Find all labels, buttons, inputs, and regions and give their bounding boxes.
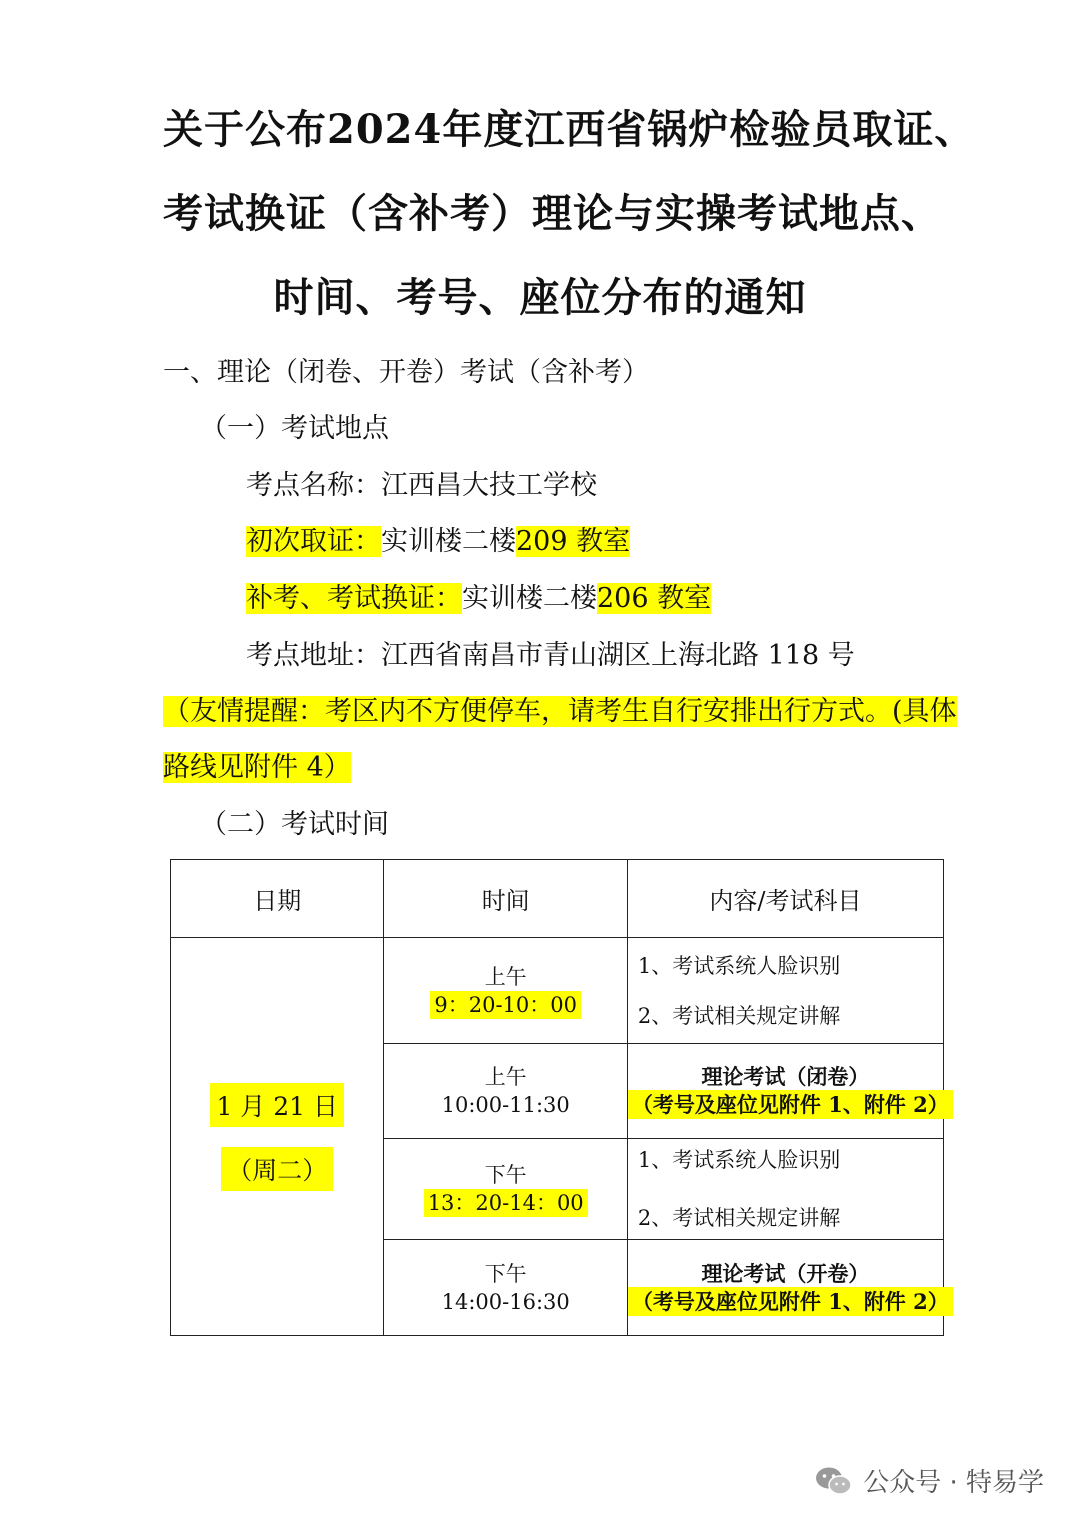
title-line-3: 时间、考号、座位分布的通知: [273, 274, 807, 321]
content-cell: [627, 1240, 949, 1336]
header-content: 内容/考试科目: [627, 860, 943, 938]
list-item: 1、考试系统人脸识别: [637, 1148, 841, 1172]
list-item: 2、考试相关规定讲解: [637, 1003, 841, 1028]
date-cell: [171, 938, 384, 1336]
header-date: 日期: [171, 860, 384, 938]
title-line-1: 关于公布2024年度江西省锅炉检验员取证、: [163, 106, 976, 153]
period-label: 上午: [484, 964, 527, 989]
period-label: 上午: [484, 1065, 527, 1089]
subsection-heading-time: （二）考试时间: [200, 809, 389, 840]
exam-schedule-table: [170, 859, 949, 1336]
period-label: 下午: [484, 1163, 527, 1187]
exam-note: （考号及座位见附件 1、附件 2）: [628, 1090, 953, 1119]
period-label: 下午: [484, 1261, 527, 1286]
exam-weekday: （周二）: [221, 1147, 333, 1191]
exam-name: 理论考试（开卷）: [701, 1260, 870, 1286]
content-cell: [627, 1044, 949, 1139]
exam-date: 1 月 21 日: [210, 1083, 344, 1127]
list-item: 2、考试相关规定讲解: [637, 1206, 841, 1230]
time-range: 10:00-11:30: [441, 1093, 570, 1117]
table-row: [171, 938, 944, 1044]
first-cert-label: 初次取证：: [246, 526, 381, 557]
parking-reminder-text-1: （友情提醒：考区内不方便停车，请考生自行安排出行方式。(具体: [163, 696, 957, 727]
subsection-heading-location: （一）考试地点: [200, 413, 389, 444]
watermark: [815, 1462, 1044, 1499]
content-cell: [627, 1139, 943, 1240]
retake-room: [246, 579, 711, 619]
first-cert-room: [246, 522, 630, 562]
first-cert-room-number: 209 教室: [516, 526, 631, 557]
first-cert-text: 实训楼二楼: [381, 526, 516, 557]
time-range: 14:00-16:30: [441, 1289, 570, 1314]
header-time: 时间: [384, 860, 627, 938]
content-cell: [627, 938, 943, 1044]
retake-label: 补考、考试换证：: [246, 583, 462, 614]
exam-note: （考号及座位见附件 1、附件 2）: [628, 1287, 953, 1316]
watermark-text: 公众号 · 特易学: [863, 1468, 1044, 1498]
time-cell: [384, 938, 627, 1044]
wechat-icon: [815, 1466, 853, 1496]
parking-reminder-line-2: [163, 748, 351, 788]
exam-name: 理论考试（闭卷）: [701, 1064, 870, 1089]
time-range: 9：20-10：00: [430, 991, 581, 1019]
parking-reminder-line-1: [163, 692, 957, 732]
time-cell: [384, 1240, 627, 1336]
time-range: 13：20-14：00: [424, 1189, 588, 1217]
retake-room-number: 206 教室: [597, 583, 712, 614]
list-item: 1、考试系统人脸识别: [637, 953, 841, 978]
venue-name: 考点名称：江西昌大技工学校: [246, 470, 597, 501]
parking-reminder-text-2: 路线见附件 4）: [163, 752, 351, 783]
title-line-2: 考试换证（含补考）理论与实操考试地点、: [163, 190, 942, 237]
section-heading-theory: 一、理论（闭卷、开卷）考试（含补考）: [163, 357, 649, 388]
time-cell: [384, 1044, 627, 1139]
venue-address: 考点地址：江西省南昌市青山湖区上海北路 118 号: [246, 640, 855, 671]
table-header-row: [171, 860, 944, 938]
time-cell: [384, 1139, 627, 1240]
retake-text: 实训楼二楼: [462, 583, 597, 614]
